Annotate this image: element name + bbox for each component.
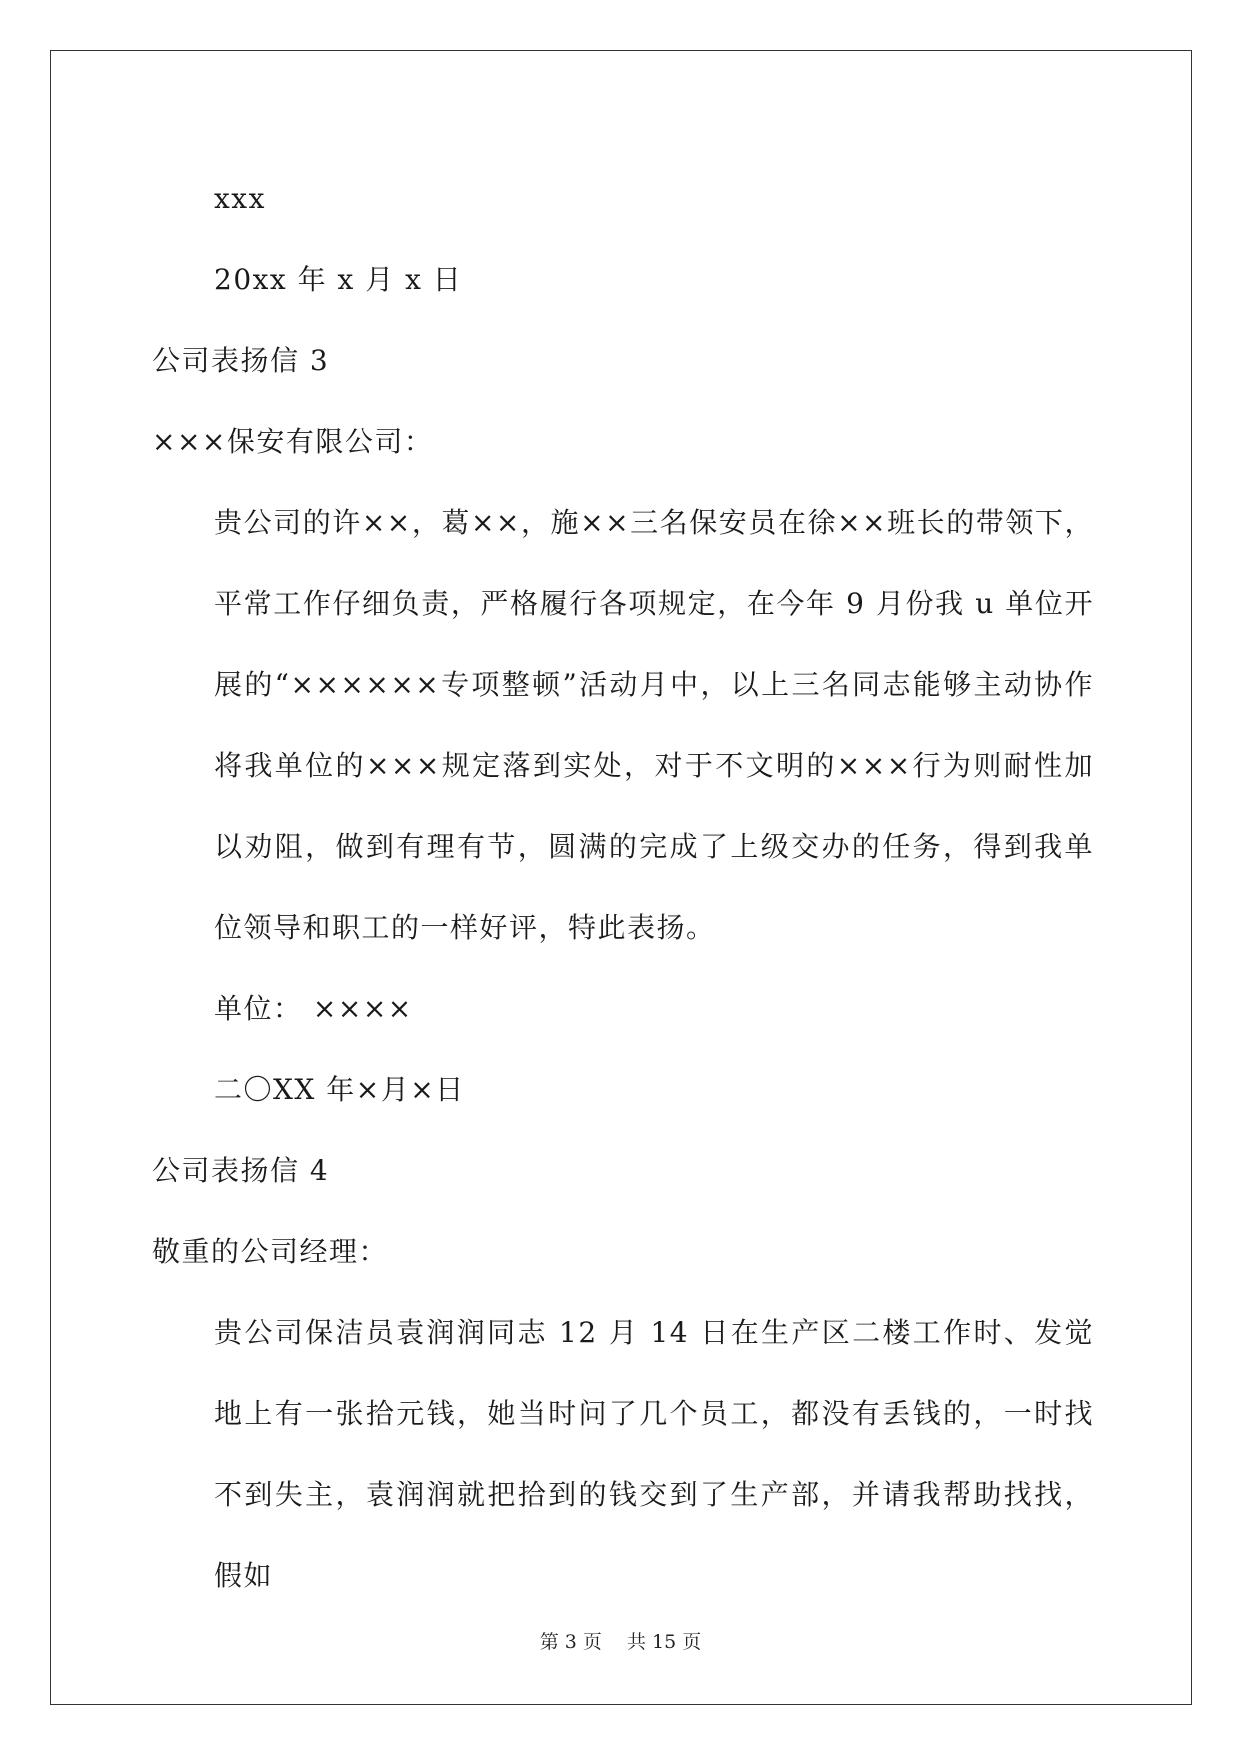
- letter-salutation-3: ×××保安有限公司：: [152, 425, 434, 458]
- letter-salutation-4: 敬重的公司经理：: [152, 1235, 389, 1268]
- letter-signature-date: 二〇XX 年×月×日: [214, 1073, 465, 1106]
- letter-body-3: 贵公司的许××，葛××，施××三名保安员在徐××班长的带领下，平常工作仔细负责，严格履行各项规定，在今年 9 月份我 u 单位开展的“××××××专项整顿”活动月中，以上三名同志能够主动协作将我单位的×××规定落到实处，对于不文明的×××行为则耐性加以劝阻，做到有理有节，圆满的完成了上级交办的任务，得到我单位领导和职工的一样好评，特此表扬。: [214, 506, 1094, 944]
- signature-name: xxx: [214, 182, 266, 215]
- document-body: [152, 158, 1094, 1616]
- page-footer: 第 3 页 共 15 页: [539, 1631, 702, 1653]
- letter-body-4: 贵公司保洁员袁润润同志 12 月 14 日在生产区二楼工作时、发觉地上有一张拾元钱，她当时问了几个员工，都没有丢钱的，一时找不到失主，袁润润就把拾到的钱交到了生产部，并请我帮助找找，假如: [214, 1316, 1094, 1592]
- signature-date: 20xx 年 x 月 x 日: [214, 263, 463, 296]
- letter-title-4: 公司表扬信 4: [152, 1154, 330, 1187]
- letter-signature-unit: 单位： ××××: [214, 992, 413, 1025]
- letter-title-3: 公司表扬信 3: [152, 344, 330, 377]
